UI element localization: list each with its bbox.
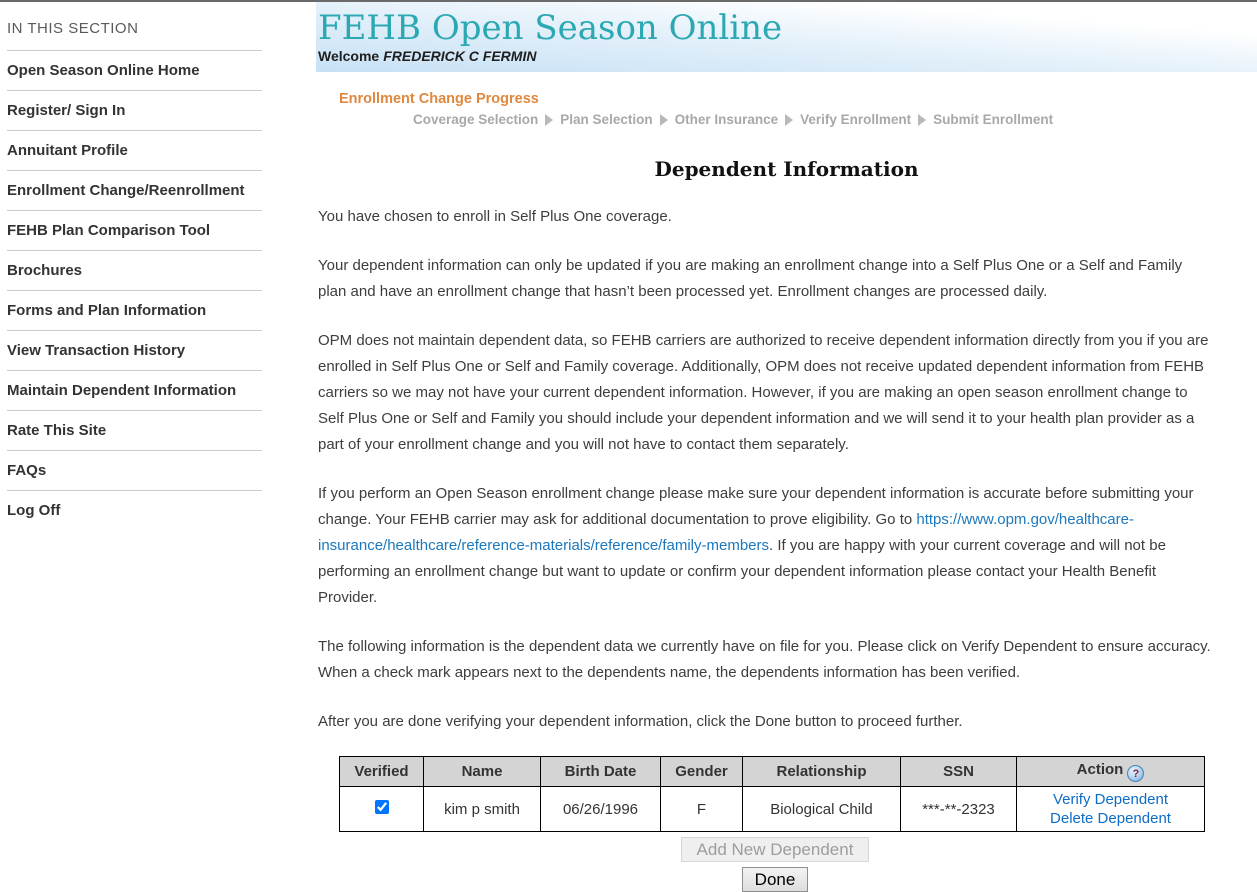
content-area [316, 127, 1257, 892]
progress-steps [413, 112, 1257, 127]
column-header-name: Name [424, 757, 541, 787]
step-submit-enrollment: Submit Enrollment [933, 112, 1054, 127]
step-arrow-icon [660, 114, 668, 126]
step-plan-selection: Plan Selection [560, 112, 653, 127]
sidebar-item-brochures[interactable]: Brochures [7, 251, 262, 291]
sidebar-item-rate-this-site[interactable]: Rate This Site [7, 411, 262, 451]
main-content [316, 2, 1257, 889]
action-cell [1017, 787, 1205, 832]
app-title: FEHB Open Season Online [318, 8, 783, 48]
help-question-icon[interactable]: ? [1127, 765, 1144, 782]
step-coverage-selection: Coverage Selection [413, 112, 539, 127]
button-row [339, 832, 1211, 892]
table-row [340, 787, 1205, 832]
enrollment-progress [339, 91, 1257, 127]
welcome-message [318, 48, 1257, 64]
paragraph-eligibility-after-link: . If you are happy with your current coverage and will not be performing an enrollment change but want to update or confirm your dependent information please contact your Health Benefit Provider. [318, 537, 1166, 606]
sidebar-item-plan-comparison[interactable]: FEHB Plan Comparison Tool [7, 211, 262, 251]
name-cell: kim p smith [424, 787, 541, 832]
gender-cell: F [661, 787, 743, 832]
relationship-cell: Biological Child [743, 787, 901, 832]
column-header-gender: Gender [661, 757, 743, 787]
column-header-ssn: SSN [901, 757, 1017, 787]
welcome-prefix: Welcome [318, 48, 380, 64]
page-header [316, 2, 1257, 72]
sidebar-item-open-season-home[interactable]: Open Season Online Home [7, 51, 262, 91]
add-new-dependent-button[interactable]: Add New Dependent [681, 837, 870, 862]
step-arrow-icon [785, 114, 793, 126]
paragraph-verify-instructions: The following information is the dependent data we currently have on file for you. Please click on Verify Dependent to ensure accuracy. When a check mark appears next to the dependents name, the dependents information has been verified. [318, 638, 1211, 681]
table-header-row [340, 757, 1205, 787]
column-header-birth-date: Birth Date [541, 757, 661, 787]
opm-family-members-link[interactable]: https://www.opm.gov/healthcare-insurance/healthcare/reference-materials/reference/family-members [318, 511, 1134, 554]
sidebar-section-header: IN THIS SECTION [7, 12, 262, 51]
done-button[interactable]: Done [742, 867, 809, 892]
progress-title: Enrollment Change Progress [339, 91, 539, 107]
page-title: Dependent Information [654, 157, 919, 181]
sidebar [0, 2, 316, 877]
step-arrow-icon [545, 114, 553, 126]
sidebar-item-maintain-dependent-info[interactable]: Maintain Dependent Information [7, 371, 262, 411]
sidebar-item-enrollment-change[interactable]: Enrollment Change/Reenrollment [7, 171, 262, 211]
step-other-insurance: Other Insurance [674, 112, 779, 127]
ssn-cell: ***-**-2323 [901, 787, 1017, 832]
paragraph-done-instructions: After you are done verifying your dependent information, click the Done button to proceed further. [318, 713, 963, 730]
birth-date-cell: 06/26/1996 [541, 787, 661, 832]
verified-cell [340, 787, 424, 832]
dependent-table [339, 756, 1205, 832]
paragraph-update-conditions: Your dependent information can only be updated if you are making an enrollment change into a Self Plus One or a Self and Family plan and have an enrollment change that hasn’t been processed yet. Enrollment changes are processed daily. [318, 257, 1183, 300]
verify-dependent-link[interactable]: Verify Dependent [1052, 791, 1169, 808]
column-header-action: Action ? [1017, 757, 1205, 787]
paragraph-eligibility-before-link: If you perform an Open Season enrollment change please make sure your dependent information is accurate before submitting your change. Your FEHB carrier may ask for additional documentation to prove eligibility. Go to [318, 485, 1194, 528]
column-header-verified: Verified [340, 757, 424, 787]
sidebar-item-transaction-history[interactable]: View Transaction History [7, 331, 262, 371]
user-name: FREDERICK C FERMIN [383, 48, 537, 64]
sidebar-item-log-off[interactable]: Log Off [7, 502, 61, 519]
delete-dependent-link[interactable]: Delete Dependent [1050, 810, 1171, 827]
step-verify-enrollment: Verify Enrollment [800, 112, 912, 127]
paragraph-coverage-chosen: You have chosen to enroll in Self Plus One coverage. [318, 208, 672, 225]
verified-checkbox[interactable] [375, 800, 389, 814]
step-arrow-icon [918, 114, 926, 126]
column-header-relationship: Relationship [743, 757, 901, 787]
sidebar-item-register-sign-in[interactable]: Register/ Sign In [7, 91, 262, 131]
sidebar-item-forms-plan-info[interactable]: Forms and Plan Information [7, 291, 262, 331]
sidebar-item-faqs[interactable]: FAQs [7, 451, 262, 491]
sidebar-item-annuitant-profile[interactable]: Annuitant Profile [7, 131, 262, 171]
paragraph-eligibility [318, 481, 1213, 611]
paragraph-opm-carriers: OPM does not maintain dependent data, so FEHB carriers are authorized to receive dependent information directly from you if you are enrolled in Self Plus One or Self and Family coverage. Additionally, OPM does not receive updated dependent information from FEHB carriers so we may not have your current dependent information. However, if you are making an open season enrollment change to Self Plus One or Self and Family you should include your dependent information and we will send it to your health plan provider as a part of your enrollment change and you will not have to contact them separately. [318, 332, 1209, 453]
